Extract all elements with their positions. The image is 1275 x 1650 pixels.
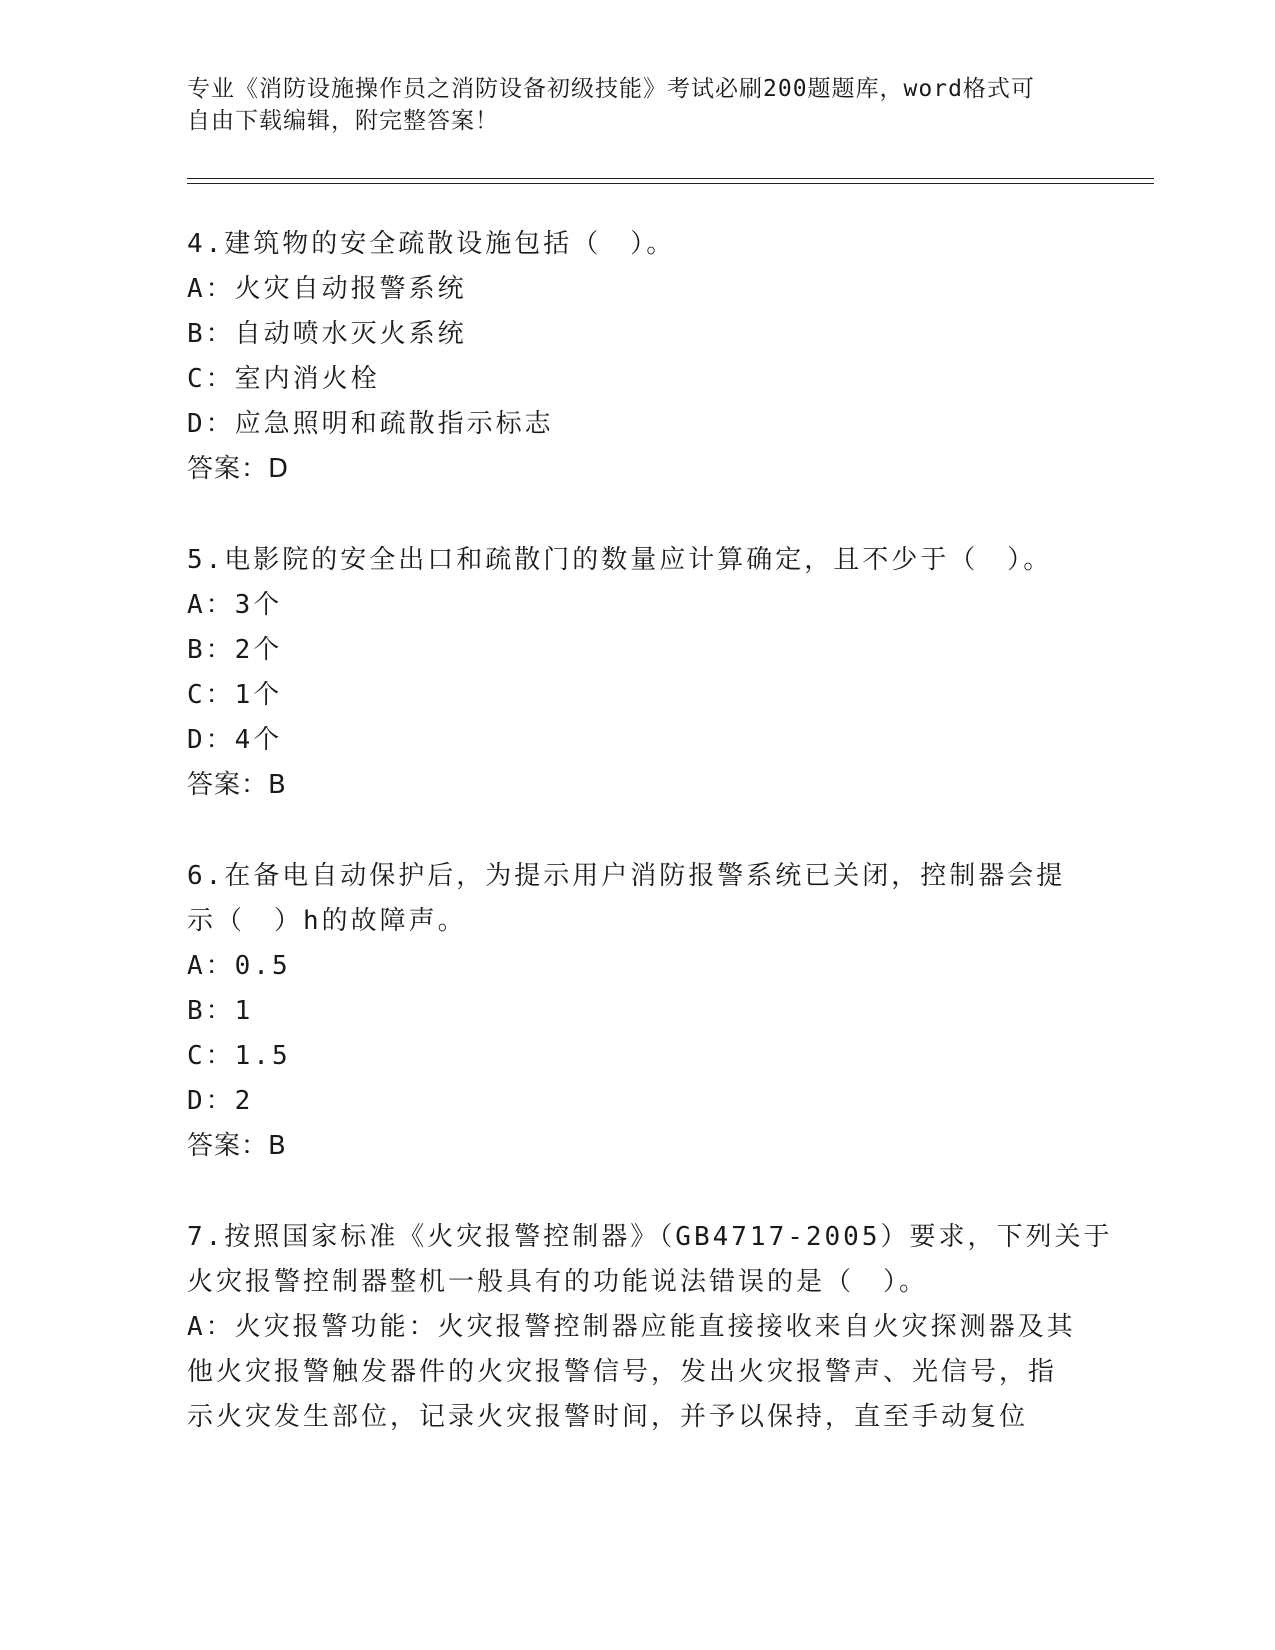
question-6 <box>187 854 1087 1169</box>
question-4 <box>187 222 1087 492</box>
option-a: A：0.5 <box>187 951 291 981</box>
option-d: D：2 <box>187 1086 254 1116</box>
question-stem: 4.建筑物的安全疏散设施包括（ ）。 <box>187 229 676 259</box>
header-line-2: 自由下载编辑，附完整答案！ <box>187 108 499 134</box>
option-a-cont-2: 示火灾发生部位，记录火灾报警时间，并予以保持，直至手动复位 <box>187 1402 1029 1432</box>
option-a: A：3个 <box>187 590 283 620</box>
option-d: D：应急照明和疏散指示标志 <box>187 409 554 439</box>
question-stem: 7.按照国家标准《火灾报警控制器》（GB4717-2005）要求，下列关于 <box>187 1222 1113 1252</box>
header-double-rule <box>187 178 1154 184</box>
question-stem: 6.在备电自动保护后，为提示用户消防报警系统已关闭，控制器会提 <box>187 861 1066 891</box>
answer: 答案：B <box>187 770 287 800</box>
question-7 <box>187 1215 1113 1440</box>
header-line-1: 专业《消防设施操作员之消防设备初级技能》考试必刷200题题库，word格式可 <box>187 76 1035 102</box>
answer: 答案：B <box>187 1131 287 1161</box>
option-c: C：室内消火栓 <box>187 364 380 394</box>
question-stem-cont: 示（ ）h的故障声。 <box>187 906 467 936</box>
option-d: D：4个 <box>187 725 283 755</box>
option-c: C：1个 <box>187 680 283 710</box>
option-b: B：2个 <box>187 635 283 665</box>
option-b: B：1 <box>187 996 254 1026</box>
option-a: A：火灾报警功能：火灾报警控制器应能直接接收来自火灾探测器及其 <box>187 1312 1076 1342</box>
option-a-cont-1: 他火灾报警触发器件的火灾报警信号，发出火灾报警声、光信号，指 <box>187 1357 1058 1387</box>
option-a: A：火灾自动报警系统 <box>187 274 467 304</box>
answer: 答案：D <box>187 454 290 484</box>
option-b: B：自动喷水灭火系统 <box>187 319 467 349</box>
question-5 <box>187 538 1087 808</box>
question-stem-cont: 火灾报警控制器整机一般具有的功能说法错误的是（ ）。 <box>187 1267 929 1297</box>
option-c: C：1.5 <box>187 1041 291 1071</box>
question-stem: 5.电影院的安全出口和疏散门的数量应计算确定，且不少于（ ）。 <box>187 545 1053 575</box>
document-header <box>187 73 1067 137</box>
